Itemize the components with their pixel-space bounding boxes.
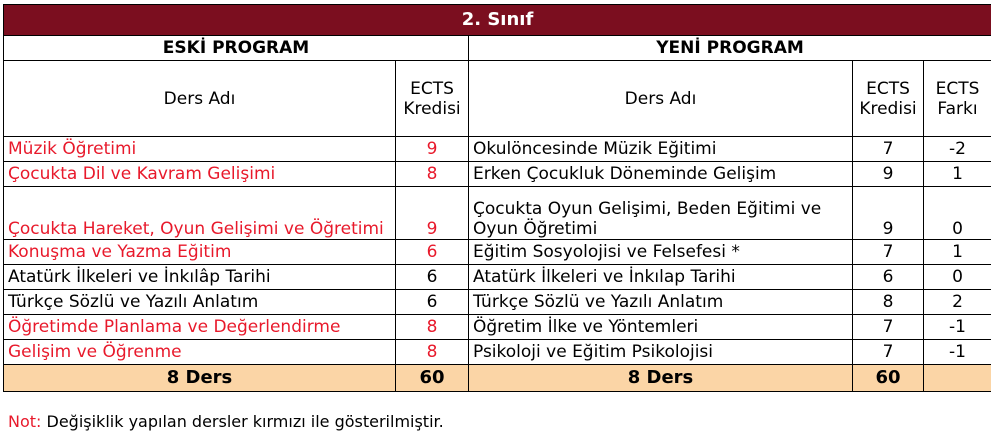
new-course-ects: 7 <box>853 137 924 162</box>
total-diff-empty <box>924 365 991 392</box>
new-course-ects: 8 <box>853 290 924 315</box>
old-program-title: ESKİ PROGRAM <box>4 36 469 61</box>
ects-difference: -1 <box>924 340 991 365</box>
new-course-ects: 7 <box>853 240 924 265</box>
table-row <box>4 290 991 315</box>
old-course-ects: 6 <box>396 265 469 290</box>
new-course-name: Eğitim Sosyolojisi ve Felsefesi * <box>469 240 853 265</box>
ects-difference: 1 <box>924 240 991 265</box>
old-course-ects: 6 <box>396 240 469 265</box>
old-course-ects: 8 <box>396 340 469 365</box>
old-course-name: Çocukta Hareket, Oyun Gelişimi ve Öğretimi <box>4 187 396 240</box>
new-course-ects: 9 <box>853 162 924 187</box>
old-course-name: Türkçe Sözlü ve Yazılı Anlatım <box>4 290 396 315</box>
old-course-name: Öğretimde Planlama ve Değerlendirme <box>4 315 396 340</box>
ects-difference: -1 <box>924 315 991 340</box>
totals-row <box>4 365 991 392</box>
old-course-ects: 6 <box>396 290 469 315</box>
table-row <box>4 265 991 290</box>
new-course-ects: 7 <box>853 340 924 365</box>
old-total-count: 8 Ders <box>4 365 396 392</box>
footnote-label: Not: <box>8 412 42 431</box>
new-total-count: 8 Ders <box>469 365 853 392</box>
table-row <box>4 137 991 162</box>
ects-difference: 2 <box>924 290 991 315</box>
new-course-name: Türkçe Sözlü ve Yazılı Anlatım <box>469 290 853 315</box>
old-course-name: Gelişim ve Öğrenme <box>4 340 396 365</box>
new-course-name: Okulöncesinde Müzik Eğitimi <box>469 137 853 162</box>
table-row <box>4 240 991 265</box>
old-course-ects: 9 <box>396 187 469 240</box>
curriculum-comparison-table <box>3 4 991 392</box>
banner-row <box>4 5 991 36</box>
new-col-diff-header: ECTS Farkı <box>924 61 991 137</box>
ects-difference: 0 <box>924 187 991 240</box>
table-row <box>4 162 991 187</box>
new-course-ects: 9 <box>853 187 924 240</box>
old-course-ects: 9 <box>396 137 469 162</box>
new-total-ects: 60 <box>853 365 924 392</box>
new-course-name: Erken Çocukluk Döneminde Gelişim <box>469 162 853 187</box>
new-col-ects-header: ECTS Kredisi <box>853 61 924 137</box>
program-title-row <box>4 36 991 61</box>
table-row <box>4 315 991 340</box>
old-course-name: Çocukta Dil ve Kavram Gelişimi <box>4 162 396 187</box>
class-year-title: 2. Sınıf <box>4 5 991 36</box>
new-course-ects: 6 <box>853 265 924 290</box>
old-course-name: Atatürk İlkeleri ve İnkılâp Tarihi <box>4 265 396 290</box>
ects-difference: 1 <box>924 162 991 187</box>
old-col-ects-header: ECTS Kredisi <box>396 61 469 137</box>
footnote <box>8 412 444 432</box>
new-course-name: Çocukta Oyun Gelişimi, Beden Eğitimi ve Oyun Öğretimi <box>469 187 853 240</box>
old-course-ects: 8 <box>396 162 469 187</box>
new-course-name: Atatürk İlkeleri ve İnkılap Tarihi <box>469 265 853 290</box>
new-course-ects: 7 <box>853 315 924 340</box>
new-program-title: YENİ PROGRAM <box>469 36 991 61</box>
new-course-name: Psikoloji ve Eğitim Psikolojisi <box>469 340 853 365</box>
old-course-name: Konuşma ve Yazma Eğitim <box>4 240 396 265</box>
table-row <box>4 340 991 365</box>
old-total-ects: 60 <box>396 365 469 392</box>
new-col-name-header: Ders Adı <box>469 61 853 137</box>
footnote-text: Değişiklik yapılan dersler kırmızı ile gösterilmiştir. <box>41 412 444 431</box>
old-col-name-header: Ders Adı <box>4 61 396 137</box>
new-course-name: Öğretim İlke ve Yöntemleri <box>469 315 853 340</box>
old-course-ects: 8 <box>396 315 469 340</box>
column-header-row <box>4 61 991 137</box>
ects-difference: 0 <box>924 265 991 290</box>
old-course-name: Müzik Öğretimi <box>4 137 396 162</box>
table-row <box>4 187 991 240</box>
ects-difference: -2 <box>924 137 991 162</box>
